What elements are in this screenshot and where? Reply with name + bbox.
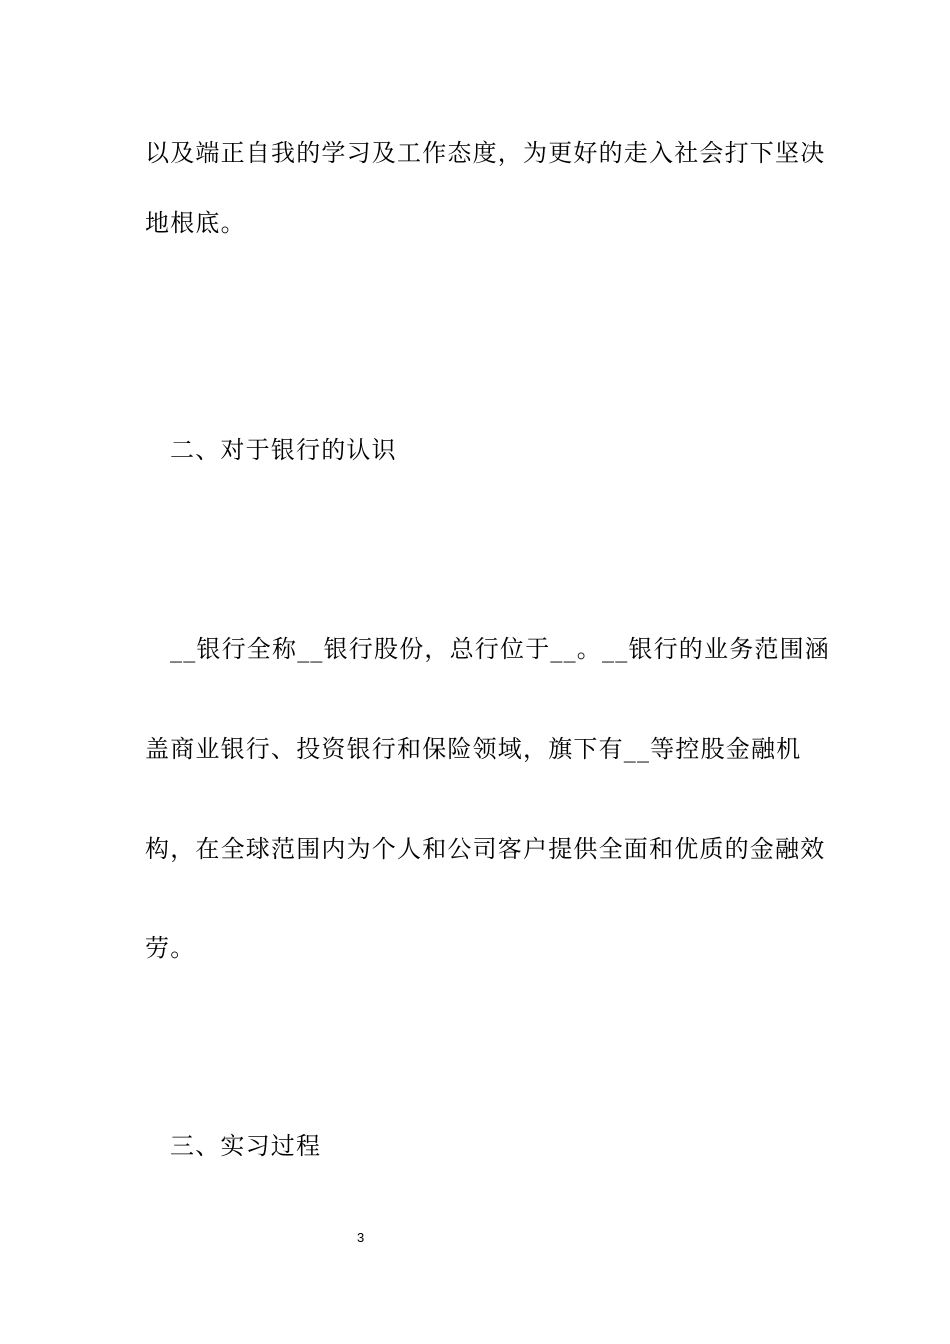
paragraph-line: 构，在全球范围内为个人和公司客户提供全面和优质的金融效 [145, 835, 826, 863]
section-heading-two: 二、对于银行的认识 [170, 436, 397, 464]
paragraph-line: 盖商业银行、投资银行和保险领域，旗下有__等控股金融机 [145, 735, 802, 763]
paragraph-line: 劳。 [145, 934, 196, 962]
paragraph-line: 以及端正自我的学习及工作态度，为更好的走入社会打下坚决 [145, 139, 826, 167]
section-heading-three: 三、实习过程 [170, 1132, 322, 1160]
paragraph-line: 地根底。 [145, 209, 246, 237]
paragraph-line: __银行全称__银行股份，总行位于__。__银行的业务范围涵 [170, 635, 830, 663]
page-number: 3 [357, 1230, 365, 1245]
